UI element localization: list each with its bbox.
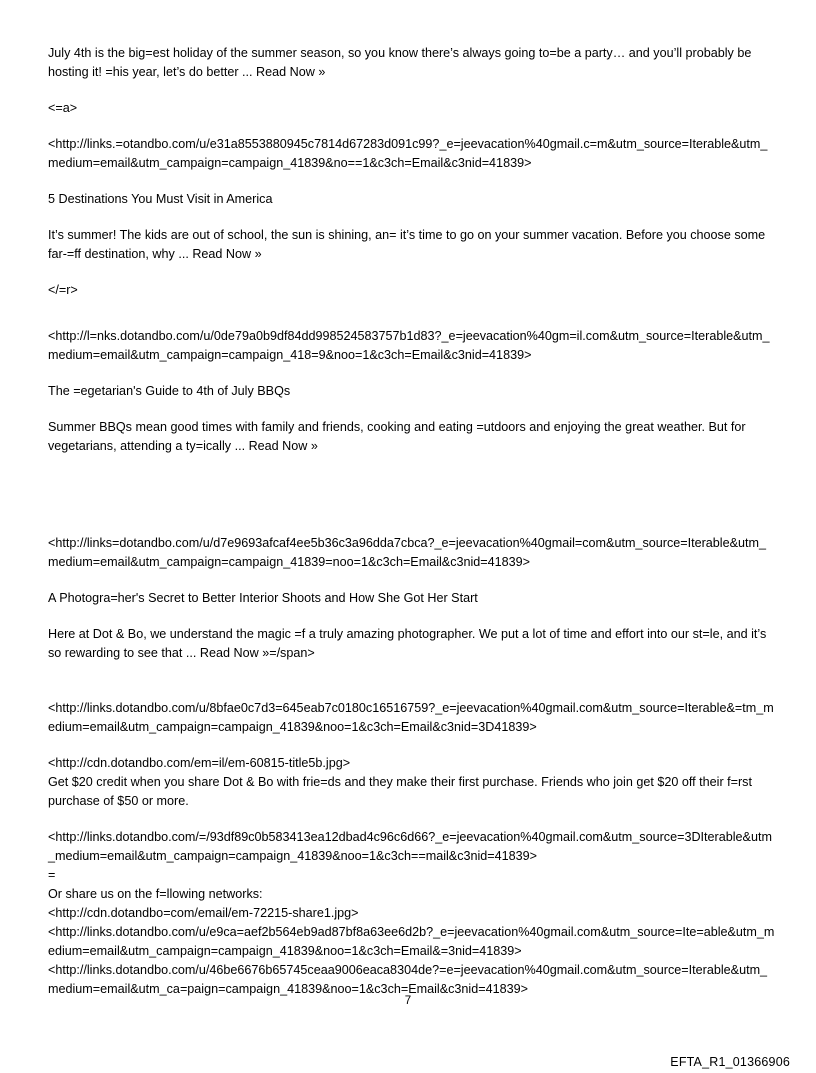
article-summary: Here at Dot & Bo, we understand the magic =f a truly amazing photographer. We put a lot of time and effort into our st=le, and it’s so rewarding to see that ... Read Now »=/span>: [48, 627, 767, 660]
share-text: Or share us on the f=llowing networks:: [48, 887, 263, 901]
article-title: A Photogra=her's Secret to Better Interior Shoots and How She Got Her Start: [48, 591, 478, 605]
document-body: [48, 44, 776, 999]
html-fragment: <=a>: [48, 101, 78, 115]
link-url[interactable]: <http://l=nks.dotandbo.com/u/0de79a0b9df84dd998524583757b1d83?_e=jeevacation%40gm=il.com&utm_source=Iterable&utm_medium=email&utm_campaign=campaign_418=9&noo=1&c3ch=Email&c3nid=41839>: [48, 329, 770, 362]
image-url[interactable]: <http://cdn.dotandbo.com/em=il/em-60815-title5b.jpg>: [48, 756, 351, 770]
article-title: The =egetarian's Guide to 4th of July BBQs: [48, 384, 291, 398]
document-id: EFTA_R1_01366906: [670, 1055, 790, 1069]
link-url[interactable]: <http://links=dotandbo.com/u/d7e9693afcaf4ee5b36c3a96dda7cbca?_e=jeevacation%40gmail=com&utm_source=Iterable&utm_medium=email&utm_campaign=campaign_41839=noo=1&c3ch=Email&c3nid=41839>: [48, 536, 766, 569]
link-url[interactable]: <http://links.dotandbo.com/u/e9ca=aef2b564eb9ad87bf8a63ee6d2b?_e=jeevacation%40gmail.com&utm_source=Ite=able&utm_medium=email&utm_campaign=campaign_41839&noo=1&c3ch=Email&=3nid=41839>: [48, 925, 775, 958]
paragraph-july-4th: July 4th is the big=est holiday of the summer season, so you know there’s always going to=be a party… and you’ll probably be hosting it! =his year, let’s do better ... Read Now »: [48, 46, 752, 79]
link-url[interactable]: <http://links.dotandbo.com/u/8bfae0c7d3=645eab7c0180c16516759?_e=jeevacation%40gmail.com&utm_source=Iterable&=tm_medium=email&utm_campaign=campaign_41839&noo=1&c3ch=Email&c3nid=3D41839>: [48, 701, 774, 734]
link-url[interactable]: <http://links.dotandbo.com/u/46be6676b65745ceaa9006eaca8304de?=e=jeevacation%40gmail.com&utm_source=Iterable&utm_medium=email&utm_ca=paign=campaign_41839&noo=1&c3ch=Email&c3nid=41839>: [48, 963, 768, 996]
image-url[interactable]: <http://cdn.dotandbo=com/email/em-72215-share1.jpg>: [48, 906, 359, 920]
link-url[interactable]: <http://links.dotandbo.com/=/93df89c0b583413ea12dbad4c96c6d66?_e=jeevacation%40gmail.com&utm_source=3DIterable&utm_medium=email&utm_campaign=campaign_41839&noo=1&c3ch==mail&c3nid=41839>: [48, 830, 772, 863]
html-fragment: </=r>: [48, 283, 78, 297]
link-url[interactable]: <http://links.=otandbo.com/u/e31a8553880945c7814d67283d091c99?_e=jeevacation%40gmail.c=m&utm_source=Iterable&utm_medium=email&utm_campaign=campaign_41839&no==1&c3ch=Email&c3nid=41839>: [48, 137, 768, 170]
separator-char: =: [48, 868, 56, 882]
article-title: 5 Destinations You Must Visit in America: [48, 192, 273, 206]
page-number: 7: [404, 995, 412, 1007]
article-summary: It’s summer! The kids are out of school, the sun is shining, an= it’s time to go on your summer vacation. Before you choose some far-=ff destination, why ... Read Now »: [48, 228, 766, 261]
referral-text: Get $20 credit when you share Dot & Bo with frie=ds and they make their first purchase. Friends who join get $20 off their f=rst purchase of $50 or more.: [48, 775, 752, 808]
article-summary: Summer BBQs mean good times with family and friends, cooking and eating =utdoors and enjoying the great weather. But for vegetarians, attending a ty=ically ... Read Now »: [48, 420, 746, 453]
